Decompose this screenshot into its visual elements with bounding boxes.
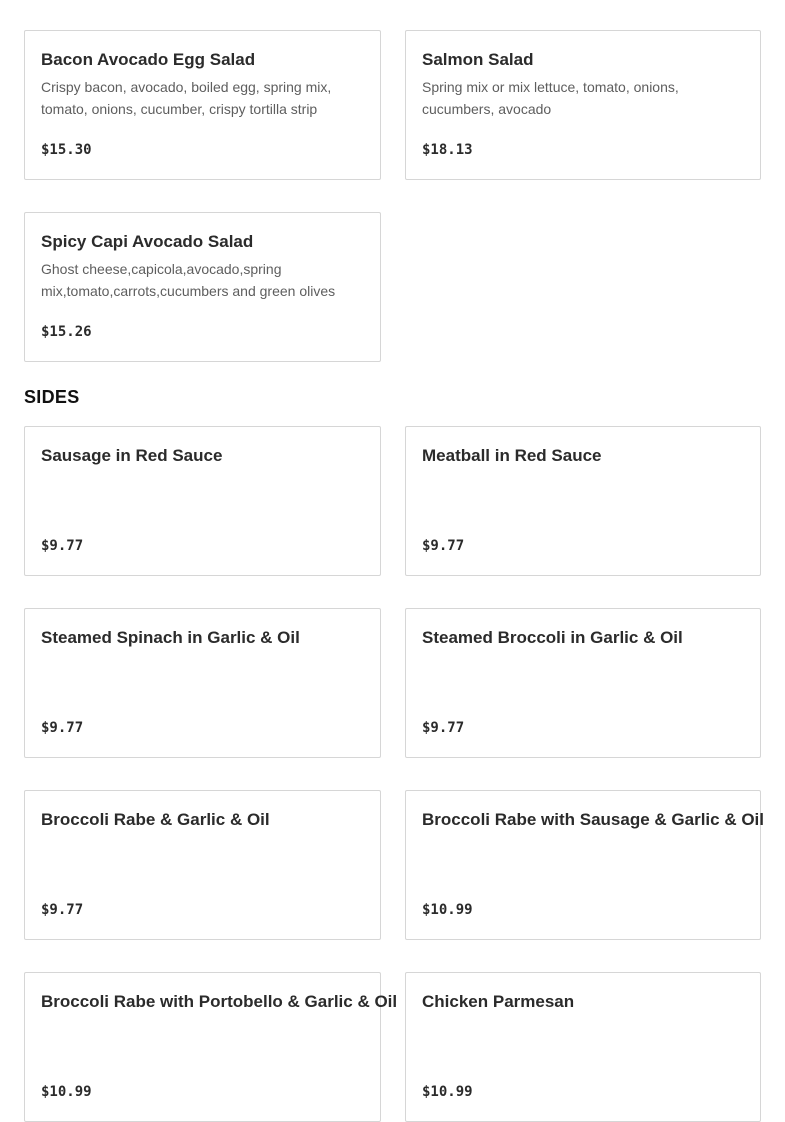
menu-item-card[interactable] xyxy=(24,790,381,940)
menu-item-card[interactable] xyxy=(24,426,381,576)
menu-item-description: Crispy bacon, avocado, boiled egg, spring mix, tomato, onions, cucumber, crispy tortilla strip xyxy=(41,79,332,117)
menu-item-price: $18.13 xyxy=(422,142,473,158)
menu-item-card[interactable] xyxy=(405,426,761,576)
menu-item-card[interactable] xyxy=(24,212,381,362)
section-title-sides: SIDES xyxy=(24,387,80,407)
menu-item-card[interactable] xyxy=(405,608,761,758)
menu-item-price: $9.77 xyxy=(422,720,465,736)
menu-item-card[interactable] xyxy=(24,608,381,758)
menu-item-name: Meatball in Red Sauce xyxy=(422,446,602,465)
menu-item-price: $10.99 xyxy=(422,1084,473,1100)
menu-item-name: Chicken Parmesan xyxy=(422,992,575,1011)
menu-item-card[interactable] xyxy=(405,972,761,1122)
menu-item-price: $10.99 xyxy=(41,1084,92,1100)
menu-item-name: Broccoli Rabe with Sausage & Garlic & Oil xyxy=(422,810,764,829)
menu-item-name: Broccoli Rabe & Garlic & Oil xyxy=(41,810,270,829)
menu-item-card[interactable] xyxy=(24,30,381,180)
menu-item-card[interactable] xyxy=(405,790,764,940)
menu-item-name: Spicy Capi Avocado Salad xyxy=(41,232,254,251)
menu-item-card[interactable] xyxy=(405,30,761,180)
menu-item-name: Bacon Avocado Egg Salad xyxy=(41,50,256,69)
menu-item-name: Salmon Salad xyxy=(422,50,534,69)
menu-item-price: $9.77 xyxy=(41,902,84,918)
menu-item-price: $9.77 xyxy=(422,538,465,554)
menu-item-price: $15.30 xyxy=(41,142,92,158)
menu-item-card[interactable] xyxy=(24,972,398,1122)
menu-item-price: $15.26 xyxy=(41,324,92,340)
menu-item-name: Sausage in Red Sauce xyxy=(41,446,223,465)
menu-item-name: Steamed Broccoli in Garlic & Oil xyxy=(422,628,683,647)
menu-item-price: $10.99 xyxy=(422,902,473,918)
menu-item-name: Steamed Spinach in Garlic & Oil xyxy=(41,628,300,647)
menu-item-price: $9.77 xyxy=(41,720,84,736)
menu-item-description: Ghost cheese,capicola,avocado,spring mix,tomato,carrots,cucumbers and green olives xyxy=(41,261,336,299)
menu-item-name: Broccoli Rabe with Portobello & Garlic & Oil xyxy=(41,992,398,1011)
menu-item-description: Spring mix or mix lettuce, tomato, onions, cucumbers, avocado xyxy=(422,79,679,117)
menu-item-price: $9.77 xyxy=(41,538,84,554)
